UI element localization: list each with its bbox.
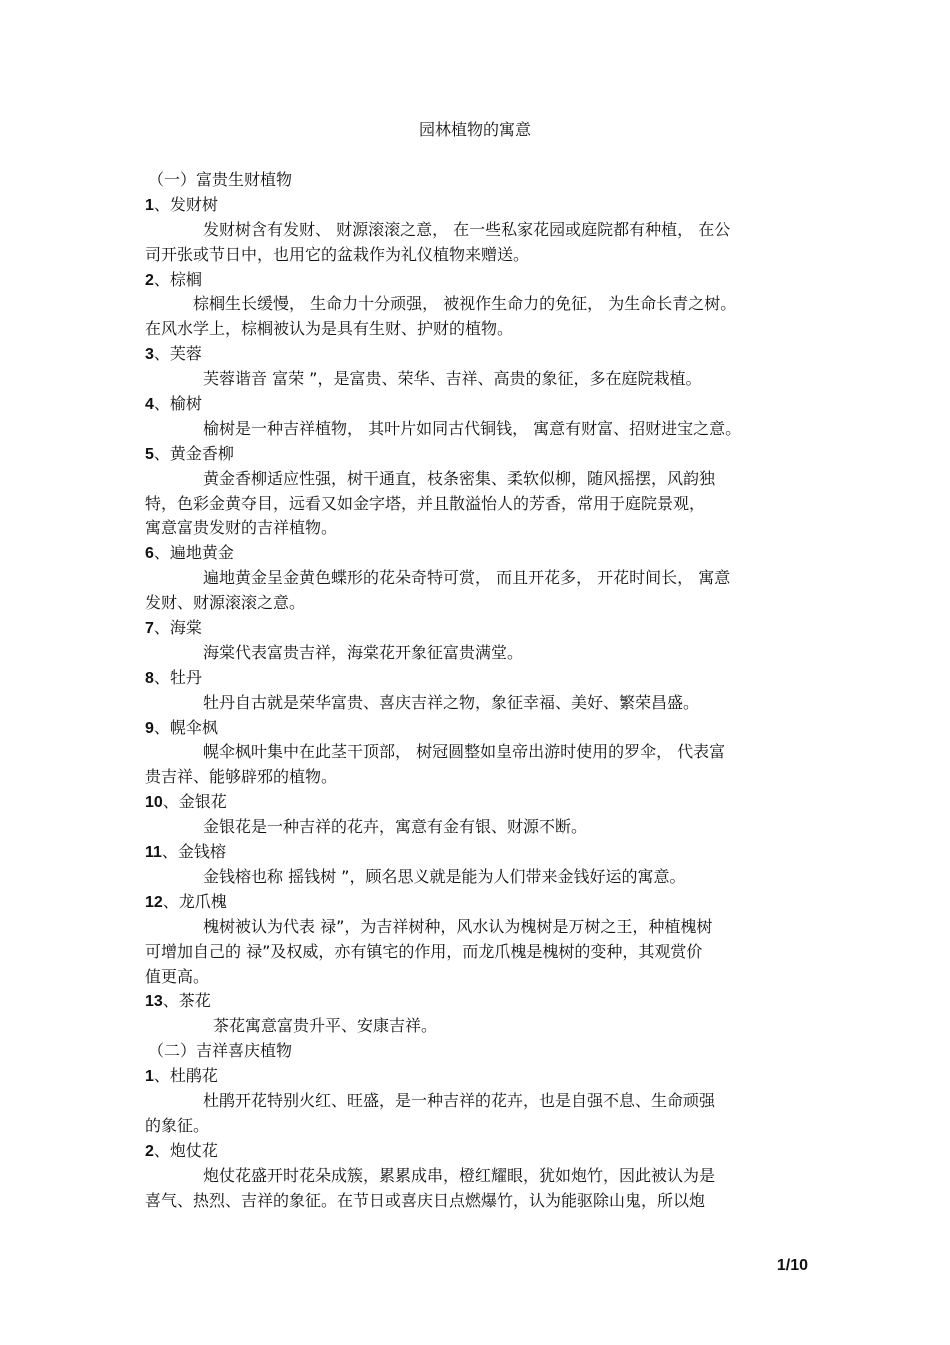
paragraph-line: 金银花是一种吉祥的花卉，寓意有金有银、财源不断。: [203, 817, 588, 837]
paragraph-line: 黄金香柳适应性强，树干通直，枝条密集、柔软似柳，随风摇摆，风韵独: [203, 468, 716, 488]
plant-heading: [145, 193, 810, 218]
heading-text: 、黄金香柳: [153, 443, 234, 463]
heading-number: 1: [145, 196, 154, 214]
heading-number: 10: [145, 794, 163, 812]
heading-number: 1: [145, 1068, 154, 1086]
heading-number: 2: [145, 1142, 154, 1160]
paragraph-line: 幌伞枫叶集中在此茎干顶部， 树冠圆整如皇帝出游时使用的罗伞， 代表富: [203, 742, 726, 762]
heading-text: 、炮仗花: [153, 1140, 218, 1160]
heading-number: 13: [145, 993, 163, 1011]
heading-number: 8: [145, 669, 154, 687]
plant-heading: [145, 442, 810, 467]
paragraph-line: 遍地黄金呈金黄色蝶形的花朵奇特可赏， 而且开花多， 开花时间长， 寓意: [203, 568, 731, 588]
document-title: 园林植物的寓意: [418, 120, 531, 139]
paragraph-line: 发财、财源滚滚之意。: [145, 593, 306, 613]
heading-text: 、芙蓉: [153, 344, 202, 364]
paragraph-line: 芙蓉谐音 富荣 ”，是富贵、荣华、吉祥、高贵的象征，多在庭院栽植。: [203, 369, 702, 389]
heading-number: 4: [145, 396, 154, 414]
heading-text: 、金银花: [162, 792, 227, 812]
section-heading: （二）吉祥喜庆植物: [148, 1041, 293, 1061]
paragraph-line: 杜鹃开花特别火红、旺盛，是一种吉祥的花卉，也是自强不息、生命顽强: [203, 1090, 716, 1110]
plant-heading: [145, 989, 810, 1014]
plant-heading: [145, 268, 810, 293]
paragraph-line: 茶花寓意富贵升平、安康吉祥。: [213, 1016, 438, 1036]
paragraph-line: 可增加自己的 禄”及权威，亦有镇宅的作用，而龙爪槐是槐树的变种，其观赏价: [145, 941, 703, 961]
paragraph-line: 值更高。: [145, 966, 210, 986]
plant-heading: [145, 541, 810, 566]
paragraph-line: 寓意富贵发财的吉祥植物。: [145, 518, 338, 538]
plant-heading: [145, 1064, 810, 1089]
paragraph-line: 特，色彩金黄夺目，远看又如金字塔，并且散溢怡人的芳香，常用于庭院景观，: [145, 493, 706, 513]
paragraph-line: 金钱榕也称 摇钱树 ”，顾名思义就是能为人们带来金钱好运的寓意。: [203, 866, 686, 886]
paragraph-line: 海棠代表富贵吉祥，海棠花开象征富贵满堂。: [203, 642, 524, 662]
plant-heading: [145, 716, 810, 741]
heading-text: 、牡丹: [153, 667, 202, 687]
paragraph-line: 榆树是一种吉祥植物， 其叶片如同古代铜钱， 寓意有财富、招财进宝之意。: [203, 418, 742, 438]
paragraph-line: 牡丹自古就是荣华富贵、喜庆吉祥之物，象征幸福、美好、繁荣昌盛。: [203, 692, 700, 712]
paragraph-line: 炮仗花盛开时花朵成簇，累累成串，橙红耀眼，犹如炮竹，因此被认为是: [203, 1165, 716, 1185]
heading-text: 、杜鹃花: [153, 1066, 218, 1086]
heading-text: 、榆树: [153, 394, 202, 414]
heading-text: 、发财树: [153, 194, 218, 214]
heading-number: 5: [145, 445, 154, 463]
heading-text: 、棕榈: [153, 269, 202, 289]
paragraph-line: 司开张或节日中，也用它的盆栽作为礼仪植物来赠送。: [145, 244, 530, 264]
plant-heading: [145, 342, 810, 367]
heading-number: 12: [145, 893, 163, 911]
heading-number: 11: [145, 844, 162, 862]
paragraph-line: 贵吉祥、能够辟邪的植物。: [145, 767, 338, 787]
paragraph-line: 在风水学上，棕榈被认为是具有生财、护财的植物。: [145, 319, 514, 339]
plant-heading: [145, 616, 810, 641]
heading-text: 、海棠: [153, 618, 202, 638]
heading-number: 3: [145, 346, 154, 364]
paragraph-line: 棕榈生长缓慢， 生命力十分顽强， 被视作生命力的免征， 为生命长青之树。: [193, 294, 737, 314]
plant-heading: [145, 790, 810, 815]
heading-number: 7: [145, 620, 154, 638]
section-heading: （一）富贵生财植物: [148, 170, 293, 189]
heading-text: 、金钱榕: [161, 842, 226, 862]
heading-text: 、龙爪槐: [162, 891, 227, 911]
plant-heading: [145, 666, 810, 691]
paragraph-line: 槐树被认为代表 禄”，为吉祥树种，风水认为槐树是万树之王，种植槐树: [203, 916, 713, 936]
plant-heading: [145, 840, 810, 865]
plant-heading: [145, 1139, 810, 1164]
paragraph-line: 发财树含有发财、 财源滚滚之意， 在一些私家花园或庭院都有种植， 在公: [203, 219, 731, 239]
document-body: [145, 168, 810, 1213]
heading-number: 9: [145, 719, 154, 737]
page-number: 1/10: [776, 1257, 808, 1274]
heading-text: 、幌伞枫: [153, 717, 218, 737]
heading-number: 6: [145, 545, 154, 563]
heading-number: 2: [145, 271, 154, 289]
plant-heading: [145, 890, 810, 915]
heading-text: 、遍地黄金: [153, 543, 234, 563]
heading-text: 、茶花: [162, 991, 211, 1011]
plant-heading: [145, 392, 810, 417]
paragraph-line: 喜气、热烈、吉祥的象征。在节日或喜庆日点燃爆竹，认为能驱除山鬼，所以炮: [145, 1190, 706, 1210]
paragraph-line: 的象征。: [145, 1115, 210, 1135]
